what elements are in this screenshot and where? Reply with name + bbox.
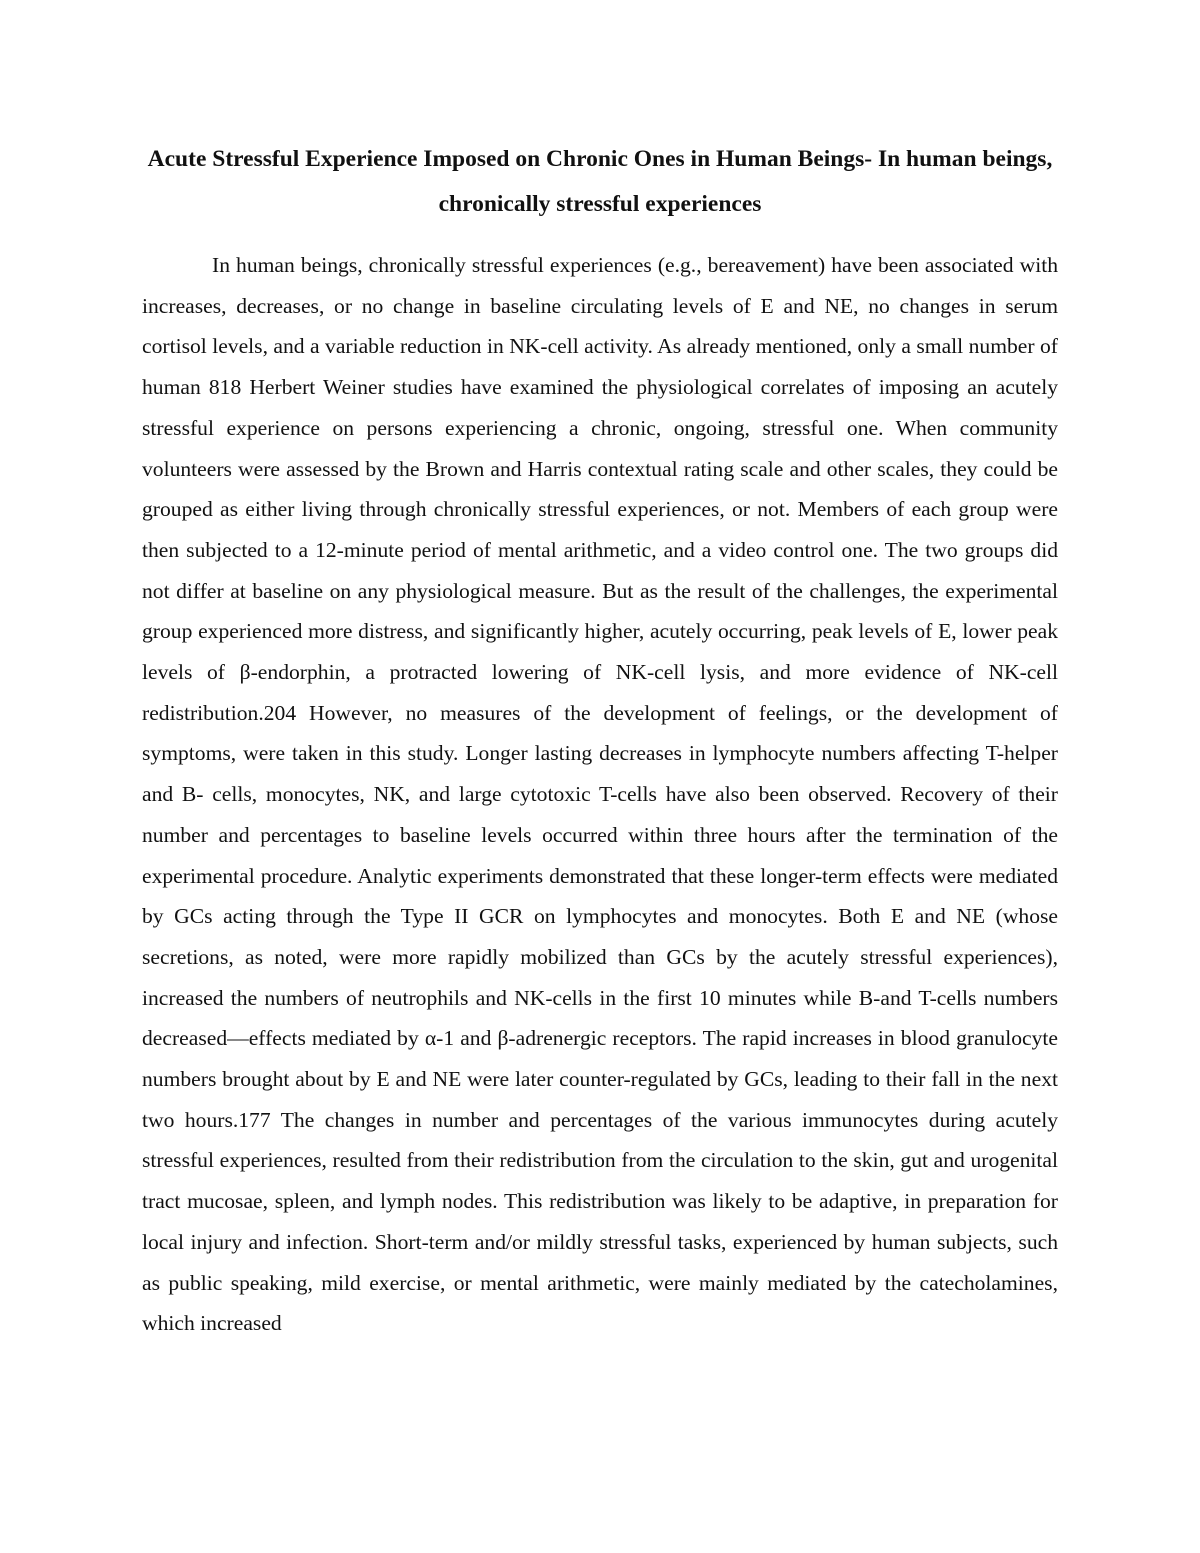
body-paragraph: In human beings, chronically stressful experiences (e.g., bereavement) have been associated with increases, decreases, or no change in baseline circulating levels of E and NE, no changes in serum cortisol levels, and a variable reduction in NK-cell activity. As already mentioned, only a small number of human 818 Herbert Weiner studies have examined the physiological correlates of imposing an acutely stressful experience on persons experiencing a chronic, ongoing, stressful one. When community volunteers were assessed by the Brown and Harris contextual rating scale and other scales, they could be grouped as either living through chronically stressful experiences, or not. Members of each group were then subjected to a 12-minute period of mental arithmetic, and a video control one. The two groups did not differ at baseline on any physiological measure. But as the result of the challenges, the experimental group experienced more distress, and significantly higher, acutely occurring, peak levels of E, lower peak levels of β-endorphin, a protracted lowering of NK-cell lysis, and more evidence of NK-cell redistribution.204 However, no measures of the development of feelings, or the development of symptoms, were taken in this study. Longer lasting decreases in lymphocyte numbers affecting T-helper and B- cells, monocytes, NK, and large cytotoxic T-cells have also been observed. Recovery of their number and percentages to baseline levels occurred within three hours after the termination of the experimental procedure. Analytic experiments demonstrated that these longer-term effects were mediated by GCs acting through the Type II GCR on lymphocytes and monocytes. Both E and NE (whose secretions, as noted, were more rapidly mobilized than GCs by the acutely stressful experiences), increased the numbers of neutrophils and NK-cells in the first 10 minutes while B-and T-cells numbers decreased—effects mediated by α-1 and β-adrenergic receptors. The rapid increases in blood granulocyte numbers brought about by E and NE were later counter-regulated by GCs, leading to their fall in the next two hours.177 The changes in number and percentages of the various immunocytes during acutely stressful experiences, resulted from their redistribution from the circulation to the skin, gut and urogenital tract mucosae, spleen, and lymph nodes. This redistribution was likely to be adaptive, in preparation for local injury and infection. Short-term and/or mildly stressful tasks, experienced by human subjects, such as public speaking, mild exercise, or mental arithmetic, were mainly mediated by the catecholamines, which increased <box>142 253 1058 1336</box>
document-title: Acute Stressful Experience Imposed on Chronic Ones in Human Beings- In human beings, chronically stressful experiences <box>147 146 1053 217</box>
